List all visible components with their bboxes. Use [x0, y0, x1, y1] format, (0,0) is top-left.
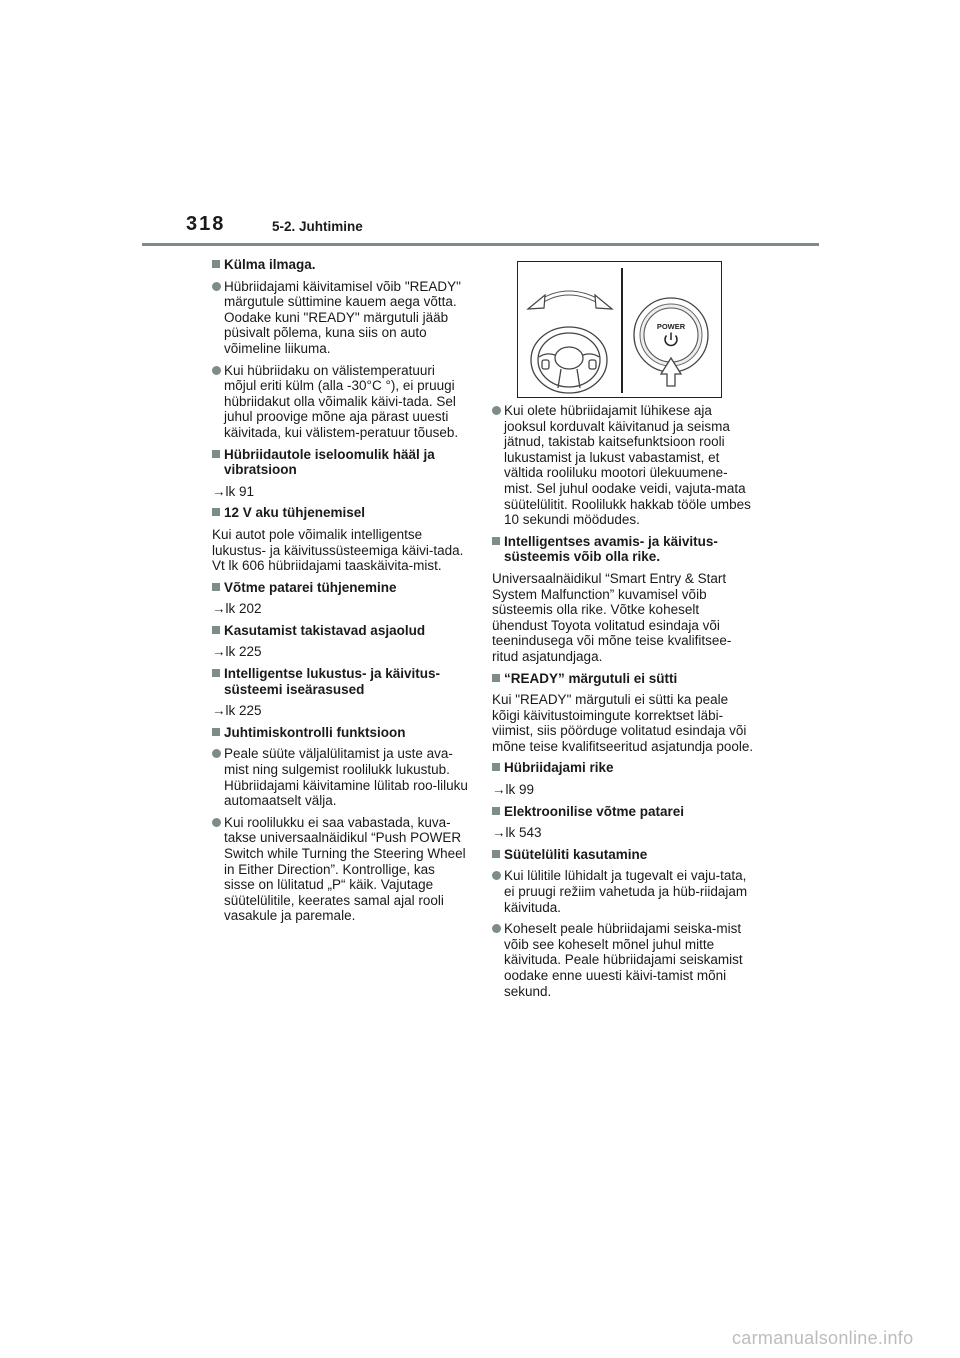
section-heading [212, 580, 468, 596]
bullet-item [492, 921, 754, 999]
reference-text: lk 225 [225, 644, 262, 660]
heading-text: Elektroonilise võtme patarei [504, 803, 685, 819]
section-heading [212, 725, 468, 741]
rotation-arrow-icon [528, 293, 612, 309]
section-heading [492, 671, 754, 687]
bullet-item [212, 746, 468, 808]
paragraph-text: Universaalnäidikul “Smart Entry & Start System Malfunction” kuvamisel võib süsteemis olla rike. Võtke koheselt ühendust Toyota volitatud esindaja või teenindusega või mõne teise kvalifitsee-ritud asjatundjaga. [492, 570, 732, 664]
bullet-item [212, 815, 468, 924]
bullet-text: Kui roolilukku ei saa vabastada, kuva-takse universaalnäidikul “Push POWER Switch while Turning the Steering Wheel in Either Direction”. Kontrollige, kas sisse on lülitatud „P“ käik. Vajutage süütelülitile, keerates samal ajal rooli vasakule ja paremale. [224, 814, 466, 924]
square-bullet-icon [212, 260, 220, 268]
square-bullet-icon [212, 583, 220, 591]
paragraph-text: Kui autot pole võimalik intelligentse lukustus- ja käivitussüsteemiga käivi-tada. Vt lk 606 hübriidajami taaskäivita-mist. [212, 526, 464, 574]
section-heading [492, 847, 754, 863]
square-bullet-icon [492, 537, 500, 545]
heading-text: Hübriidajami rike [504, 760, 614, 776]
square-bullet-icon [492, 763, 500, 771]
round-bullet-icon [212, 818, 221, 827]
reference-text: lk 99 [505, 782, 535, 798]
section-heading [212, 505, 468, 521]
section-heading [492, 804, 754, 820]
paragraph [212, 527, 468, 574]
section-heading [492, 534, 754, 565]
bullet-item [492, 403, 754, 528]
section-title: 5-2. Juhtimine [272, 219, 363, 234]
section-heading [212, 447, 468, 478]
page-reference [212, 484, 468, 500]
round-bullet-icon [492, 871, 501, 880]
section-heading [492, 760, 754, 776]
heading-text: Kasutamist takistavad asjaolud [224, 622, 426, 638]
arrow-right-icon: → [212, 644, 226, 660]
page-reference [212, 703, 468, 719]
bullet-text: Hübriidajami käivitamisel võib "READY" märgutule süttimine kauem aega võtta. Oodake kuni "READY" märgutuli jääb püsivalt põlema, kuna siis on auto võimeline liikuma. [224, 278, 461, 356]
bullet-text: Kui olete hübriidajamit lühikese aja jooksul korduvalt käivitanud ja seisma jätnud, takistab kaitsefunktsioon rooli lukustamist ja lukust vabastamist, et vältida rooliluku mootori ülekuumene-mist. Sel juhul oodake veidi, vajuta-mata süütelülitit. Roolilukk hakkab tööle umbes 10 sekundi möödudes. [504, 403, 751, 528]
round-bullet-icon [212, 749, 221, 758]
arrow-right-icon: → [492, 825, 506, 841]
square-bullet-icon [212, 626, 220, 634]
square-bullet-icon [492, 850, 500, 858]
heading-text: “READY” märgutuli ei sütti [504, 670, 678, 686]
square-bullet-icon [212, 728, 220, 736]
paragraph-text: Kui "READY" märgutuli ei sütti ka peale kõigi käivitustoimingute korrektset läbi-viimist, siis pöörduge volitatud esindaja või mõne teise kvalifitseeritud asjatundja poole. [492, 692, 754, 754]
square-bullet-icon [212, 450, 220, 458]
arrow-right-icon: → [492, 782, 506, 798]
section-heading [212, 623, 468, 639]
round-bullet-icon [212, 282, 221, 291]
heading-text: Süütelüliti kasutamine [504, 846, 648, 862]
round-bullet-icon [492, 406, 501, 415]
section-heading [212, 257, 468, 273]
page-number: 318 [186, 213, 226, 235]
page-reference [212, 601, 468, 617]
heading-text: Intelligentse lukustus- ja käivitus-süsteemi iseärasused [224, 666, 441, 697]
heading-text: Võtme patarei tühjenemine [224, 579, 397, 595]
square-bullet-icon [212, 669, 220, 677]
paragraph [492, 571, 754, 665]
section-heading [212, 666, 468, 697]
square-bullet-icon [492, 674, 500, 682]
reference-text: lk 91 [225, 483, 255, 499]
round-bullet-icon [212, 366, 221, 375]
bullet-item [212, 363, 468, 441]
arrow-right-icon: → [212, 483, 226, 499]
right-column [492, 403, 754, 1005]
page-reference [212, 644, 468, 660]
figure-illustration [518, 262, 721, 397]
paragraph [492, 692, 754, 754]
bullet-text: Kui lülitile lühidalt ja tugevalt ei vaju-tata, ei pruugi režiim vahetuda ja hüb-riidajam käivituda. [504, 868, 748, 915]
heading-text: 12 V aku tühjenemisel [224, 505, 366, 521]
round-bullet-icon [492, 924, 501, 933]
bullet-item [492, 868, 754, 915]
page-reference [492, 825, 754, 841]
arrow-right-icon: → [212, 601, 226, 617]
reference-text: lk 543 [505, 825, 542, 841]
left-column [212, 257, 468, 930]
heading-text: Intelligentses avamis- ja käivitus-süsteemis võib olla rike. [504, 533, 718, 565]
header-rule [142, 243, 819, 246]
bullet-text: Koheselt peale hübriidajami seiska-mist võib see koheselt mõnel juhul mitte käivituda. Peale hübriidajami seiskamist oodake enne uuesti käivi-tamist mõni sekund. [504, 921, 743, 999]
arrow-right-icon: → [212, 703, 226, 719]
figure-power-switch [517, 261, 722, 398]
bullet-text: Peale süüte väljalülitamist ja uste ava-mist ning sulgemist roolilukk lukustub. Hübriidajami käivitamine lülitab roo-liluku automaatselt välja. [224, 746, 468, 809]
reference-text: lk 202 [225, 601, 262, 617]
square-bullet-icon [212, 508, 220, 516]
watermark: carmanualsonline.info [732, 1328, 914, 1348]
heading-text: Juhtimiskontrolli funktsioon [224, 724, 406, 740]
bullet-text: Kui hübriidaku on välistemperatuuri mõjul eriti külm (alla -30°C °), ei pruugi hübriidakut olla võimalik käivi-tada. Sel juhul proovige mõne aja pärast uuesti käivitada, kui välistem-peratuur tõuseb. [224, 362, 459, 440]
page-reference [492, 782, 754, 798]
heading-text: Hübriidautole iseloomulik hääl ja vibratsioon [224, 446, 435, 478]
power-button-label: POWER [656, 322, 686, 331]
heading-text: Külma ilmaga. [224, 257, 316, 272]
square-bullet-icon [492, 807, 500, 815]
bullet-item [212, 279, 468, 357]
reference-text: lk 225 [225, 703, 262, 719]
steering-wheel-icon [531, 327, 607, 393]
